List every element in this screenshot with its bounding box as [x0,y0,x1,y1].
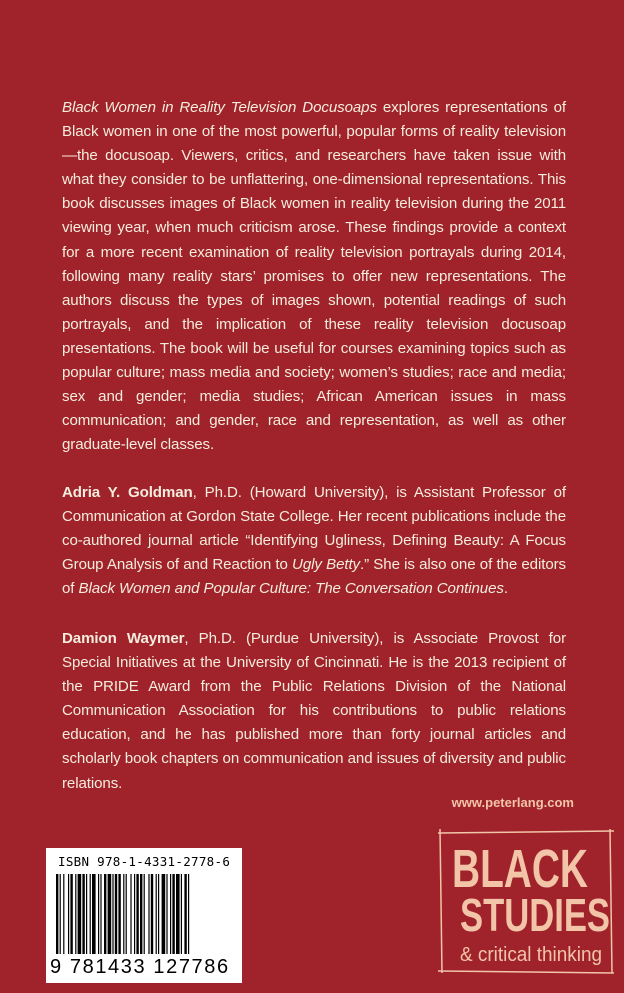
description-text: explores representations of Black women in one of the most powerful, popular forms of reality television—the docusoap. Viewers, critics, and researchers have taken issue with what they consider to be unflattering, one-dimensional representations. This book discusses images of Black women in reality television during the 2011 viewing year, when much criticism arose. These findings provide a context for a more recent examination of reality television portrayals during 2014, following many reality stars’ promises to offer new representations. The authors discuss the types of images shown, potential readings of such portrayals, and the implication of these reality television docusoap presentations. The book will be useful for courses examining topics such as popular culture; mass media and society; women’s studies; race and media; sex and gender; media studies; African American issues in mass communication; and gender, race and representation, as well as other graduate-level classes. [62,99,567,454]
barcode-bar [90,874,91,954]
logo-line-critical-thinking: & critical thinking [460,944,602,966]
barcode-bar [63,874,64,954]
barcode-bar [176,874,180,954]
barcode-bar [156,874,157,954]
author-name: Damion Waymer [62,630,185,647]
bio-text: , Ph.D. (Purdue University), is Associate Provost for Special Initiatives at the University of Cincinnati. He is the 2013 recipient of the PRIDE Award from the Public Relations Division of the National Communication Association for his contributions to public relations education, and he has published more than forty journal articles and scholarly book chapters on communication and issues of diversity and public relations. [62,630,566,792]
author-bio-goldman [62,481,566,601]
barcode-bar [181,874,182,954]
barcode-bar [70,874,72,954]
publisher-website: www.peterlang.com [451,795,574,810]
bio-text: , Ph.D. (Howard University), is Assistant Professor of Communication at Gordon State College. Her recent publications include the co-authored journal article “Identifying Ugliness, Defining Beauty: A Focus Group Analysis of and Reaction to [62,484,566,574]
barcode-bar [151,874,153,954]
isbn-barcode [46,848,242,983]
barcode-bar [112,874,113,954]
author-bio-waymer [62,627,566,796]
barcode-bar [92,874,96,954]
barcode-bar [136,874,138,954]
barcode-bar [126,874,127,954]
barcode-bar [100,874,101,954]
barcode-bar [82,874,84,954]
barcode-bar [123,874,124,954]
bio-text: .” She is also one of the editors of [62,556,566,598]
barcode-bar [56,874,58,954]
barcode-bar [130,874,131,954]
book-title: Black Women in Reality Television Docusoaps [62,99,377,116]
barcode-bar [148,874,149,954]
logo-line-studies: STUDIES [460,889,610,941]
book-description [62,96,566,457]
barcode-bar [162,874,166,954]
bio-text: . [503,580,508,598]
barcode-bar [115,874,117,954]
barcode-bar [118,874,120,954]
barcode-bar [134,874,135,954]
bio-italic-title: Black Women and Popular Culture: The Conversation Continues [78,580,504,598]
barcode-bar [184,874,186,954]
isbn-label: ISBN 978-1-4331-2778-6 [58,854,231,869]
bio-italic-title: Ugly Betty [292,556,361,574]
author-name: Adria Y. Goldman [62,484,193,501]
barcode-bar [170,874,171,954]
barcode-bar [78,874,82,954]
barcode-digits: 9 781433 127786 [50,956,230,978]
logo-line-black: BLACK [452,839,588,899]
barcode-bar [104,874,106,954]
barcode-bar [172,874,174,954]
barcode-bar [158,874,159,954]
barcode-bar [60,874,61,954]
barcode-bar [140,874,142,954]
barcode-bar [75,874,76,954]
barcode-bar [86,874,87,954]
barcode-bar [166,874,167,954]
barcode-bar [98,874,99,954]
barcode-bar [144,874,145,954]
barcode-bars [54,874,234,954]
black-studies-series-logo [436,827,616,977]
barcode-bar [188,874,189,954]
barcode-bar [68,874,69,954]
barcode-bar [108,874,112,954]
